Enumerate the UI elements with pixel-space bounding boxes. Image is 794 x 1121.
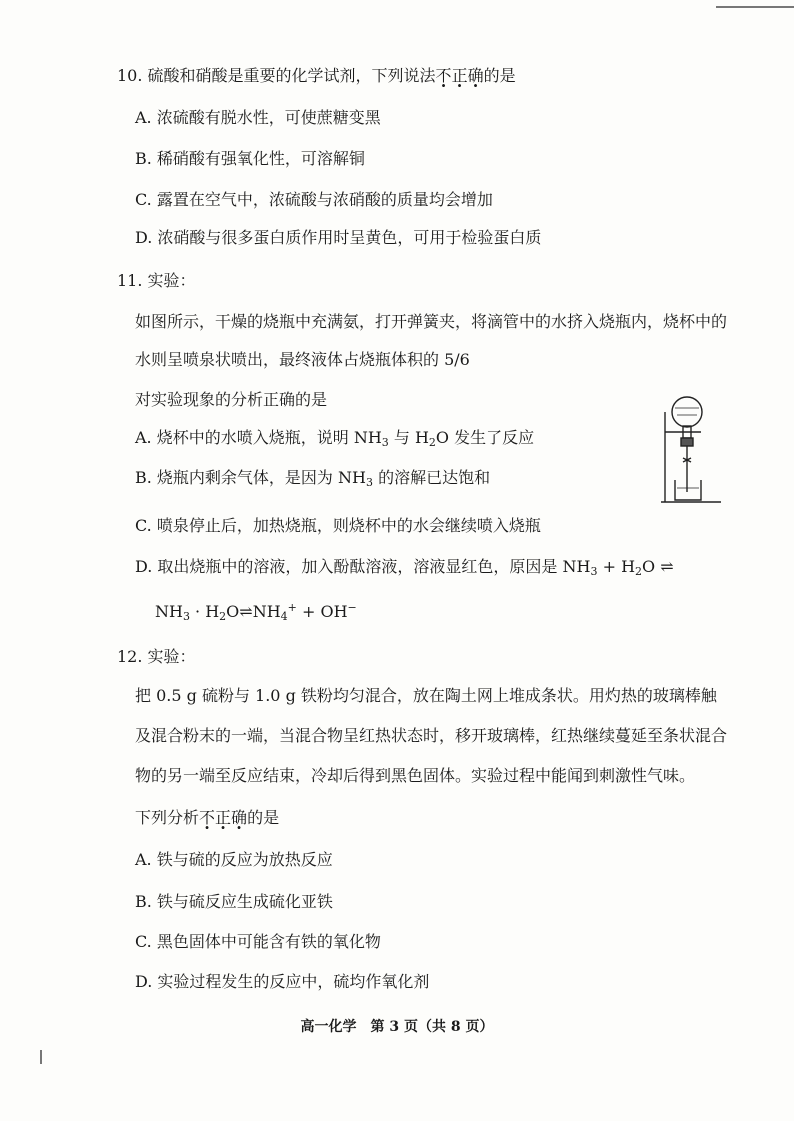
emphasis-char: 不 xyxy=(435,66,452,85)
q11-option-d-line1: D. 取出烧瓶中的溶液，加入酚酞溶液，溶液显红色，原因是 $NH_3 + H_2O$ ⇌ xyxy=(135,557,674,578)
page-footer: 高一化学 第 3 页（共 8 页） xyxy=(300,1019,494,1035)
q10-option-a: A. 浓硫酸有脱水性，可使蔗糖变黑 xyxy=(135,108,381,127)
q12-option-b: B. 铁与硫反应生成硫化亚铁 xyxy=(135,892,333,911)
emphasis-char: 不 xyxy=(199,808,216,827)
q10-emphasis xyxy=(436,66,484,85)
q10-option-b: B. 稀硝酸有强氧化性，可溶解铜 xyxy=(135,149,365,168)
q11-question: 对实验现象的分析正确的是 xyxy=(135,390,328,409)
rubber-stopper xyxy=(681,438,693,446)
q12-question: 下列分析不正确的是 xyxy=(135,808,280,827)
q11-option-b: B. 烧瓶内剩余气体，是因为 $NH_3$ 的溶解已达饱和 xyxy=(135,468,491,489)
q12-emphasis xyxy=(199,808,247,827)
q12-desc-line3: 物的另一端至反应结束，冷却后得到黑色固体。实验过程中能闻到刺激性气味。 xyxy=(135,766,696,785)
emphasis-char: 确 xyxy=(231,808,248,827)
q12-label: 12. 实验： xyxy=(117,647,196,666)
q10-stem: 10. 硫酸和硝酸是重要的化学试剂，下列说法不正确的是 xyxy=(117,66,516,85)
emphasis-char: 正 xyxy=(215,808,232,827)
q11-desc-line1: 如图所示，干燥的烧瓶中充满氨，打开弹簧夹，将滴管中的水挤入烧瓶内，烧杯中的 xyxy=(135,312,728,331)
q10-option-d: D. 浓硝酸与很多蛋白质作用时呈黄色，可用于检验蛋白质 xyxy=(135,228,542,247)
beaker xyxy=(675,480,701,500)
q12-option-a: A. 铁与硫的反应为放热反应 xyxy=(135,850,333,869)
q12-desc-line2: 及混合粉末的一端，当混合物呈红热状态时，移开玻璃棒，红热继续蔓延至条状混合 xyxy=(135,726,728,745)
q12-option-d: D. 实验过程发生的反应中，硫均作氧化剂 xyxy=(135,972,430,991)
emphasis-char: 确 xyxy=(467,66,484,85)
q11-option-c: C. 喷泉停止后，加热烧瓶，则烧杯中的水会继续喷入烧瓶 xyxy=(135,516,541,535)
round-bottom-flask xyxy=(672,397,702,427)
q11-option-a: A. 烧杯中的水喷入烧瓶，说明 $NH_3$ 与 $H_2O$ 发生了反应 xyxy=(135,428,535,449)
scan-edge-mark xyxy=(716,6,794,8)
q12-desc-line1: 把 0.5 g 硫粉与 1.0 g 铁粉均匀混合，放在陶土网上堆成条状。用灼热的玻璃棒触 xyxy=(135,686,717,705)
fountain-apparatus-diagram xyxy=(655,392,727,512)
q11-desc-line2: 水则呈喷泉状喷出，最终液体占烧瓶体积的 5/6 xyxy=(135,350,470,369)
q11-label: 11. 实验： xyxy=(117,271,196,290)
q10-option-c: C. 露置在空气中，浓硫酸与浓硝酸的质量均会增加 xyxy=(135,190,493,209)
q11-option-d-line2: $NH_3$ · $H_2O\rightleftharpoons NH_4^+ + OH^-$ xyxy=(155,601,357,623)
scan-margin-mark xyxy=(40,1050,42,1064)
q12-option-c: C. 黑色固体中可能含有铁的氧化物 xyxy=(135,932,381,951)
emphasis-char: 正 xyxy=(451,66,468,85)
